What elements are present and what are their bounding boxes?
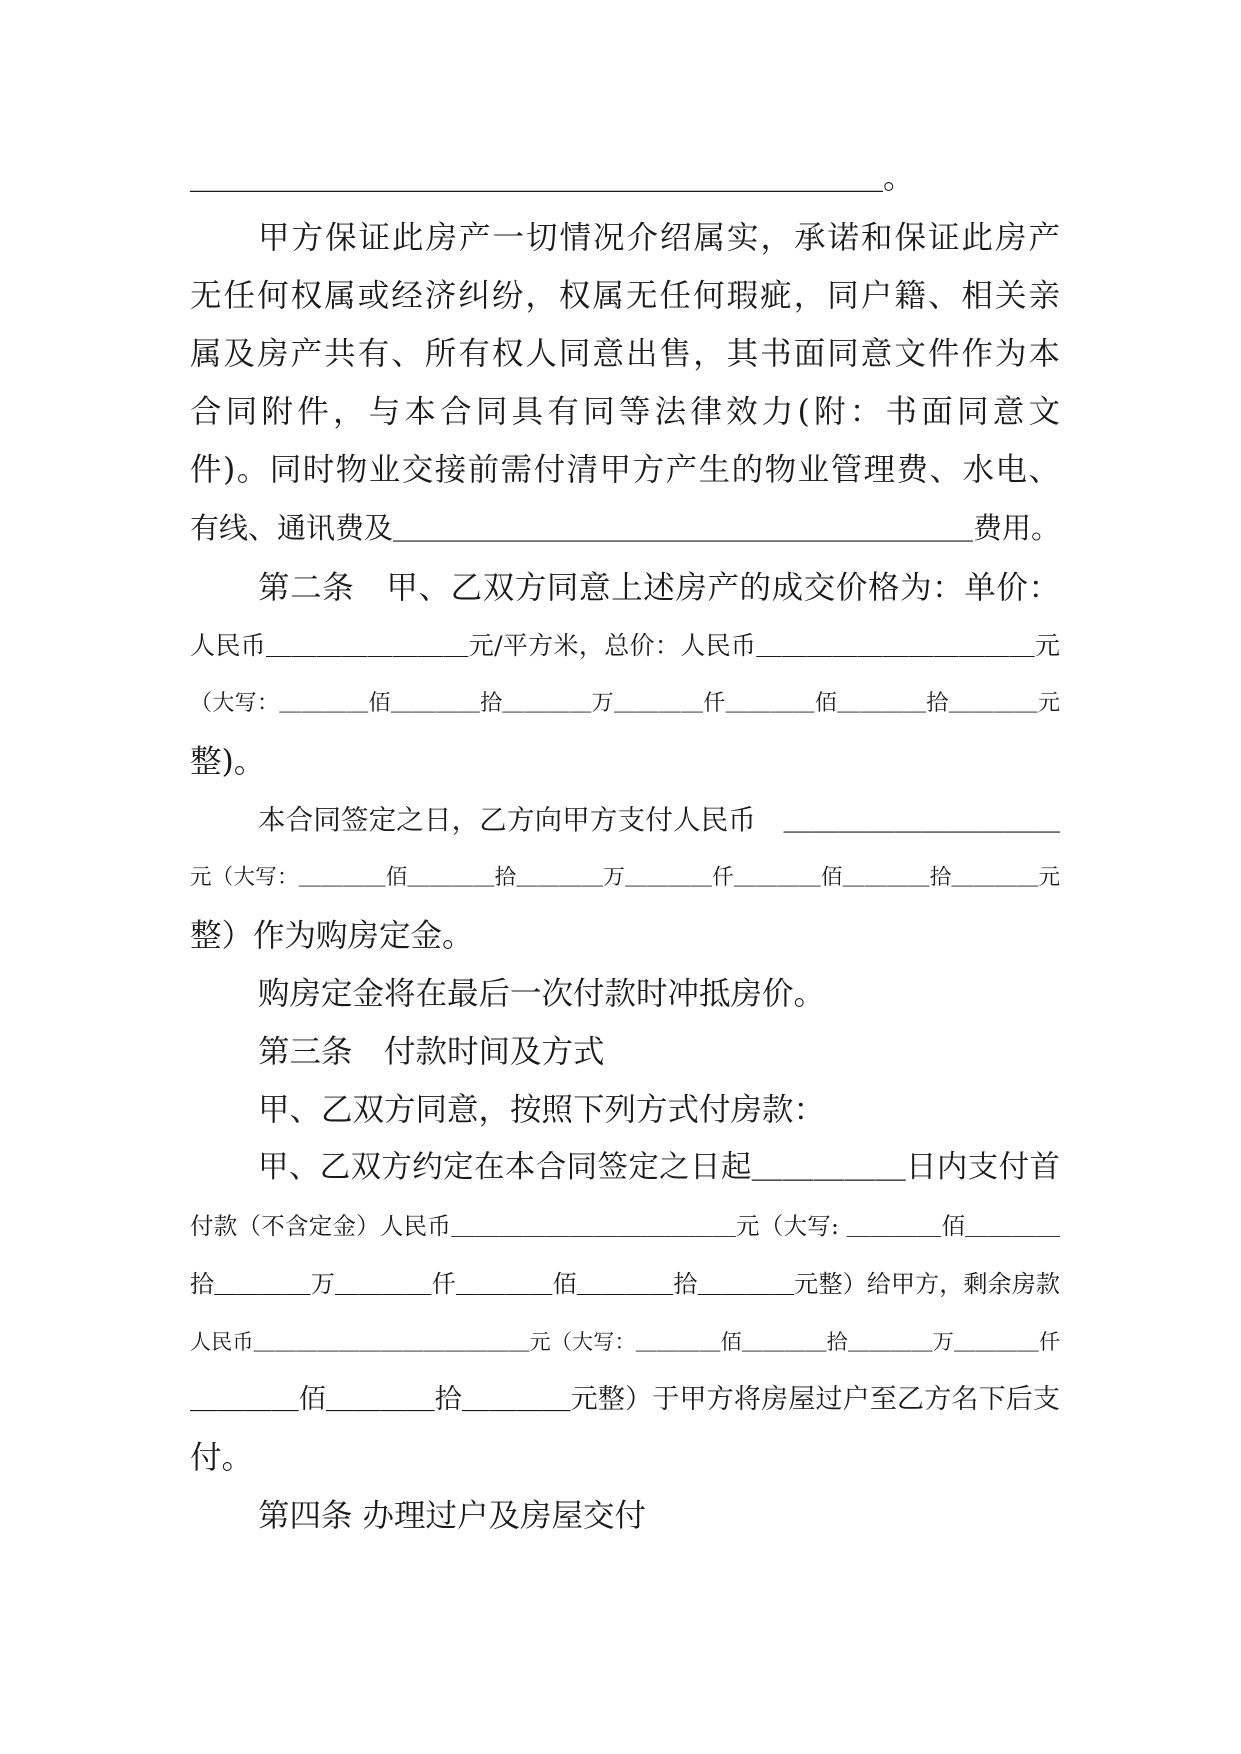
text-line: 甲方保证此房产一切情况介绍属实，承诺和保证此房产 bbox=[258, 220, 1060, 256]
text-line: （大写：＿＿＿＿佰＿＿＿＿拾＿＿＿＿万＿＿＿＿仟＿＿＿＿佰＿＿＿＿拾＿＿＿＿元 bbox=[190, 691, 1060, 716]
text-line: 本合同签定之日，乙方向甲方支付人民币 ＿＿＿＿＿＿＿＿＿＿ bbox=[258, 804, 1060, 836]
text-line: 付。 bbox=[190, 1440, 254, 1476]
text-line: 无任何权属或经济纠纷，权属无任何瑕疵，同户籍、相关亲 bbox=[190, 278, 1060, 314]
text-line: 甲、乙双方约定在本合同签定之日起＿＿＿＿＿日内支付首 bbox=[258, 1150, 1060, 1185]
text-line: 元（大写：＿＿＿＿佰＿＿＿＿拾＿＿＿＿万＿＿＿＿仟＿＿＿＿佰＿＿＿＿拾＿＿＿＿元 bbox=[190, 865, 1060, 890]
text-line-blank-end: ＿＿＿＿＿＿＿＿＿＿＿＿＿＿＿＿＿＿＿＿＿＿。 bbox=[190, 160, 915, 196]
text-line: 合同附件，与本合同具有同等法律效力(附：书面同意文 bbox=[190, 394, 1060, 430]
text-line: 甲、乙双方同意，按照下列方式付房款： bbox=[258, 1092, 826, 1128]
text-line: 整）作为购房定金。 bbox=[190, 918, 474, 954]
article-3-heading: 第三条 付款时间及方式 bbox=[258, 1034, 605, 1070]
text-line: 属及房产共有、所有权人同意出售，其书面同意文件作为本 bbox=[190, 336, 1060, 372]
text-line: 拾＿＿＿＿万＿＿＿＿仟＿＿＿＿佰＿＿＿＿拾＿＿＿＿元整）给甲方，剩余房款 bbox=[190, 1270, 1060, 1298]
text-line: 人民币＿＿＿＿＿＿＿＿元/平方米，总价：人民币＿＿＿＿＿＿＿＿＿＿＿元 bbox=[190, 631, 1060, 660]
text-line: 购房定金将在最后一次付款时冲抵房价。 bbox=[258, 976, 826, 1012]
text-line: ＿＿＿＿佰＿＿＿＿拾＿＿＿＿元整）于甲方将房屋过户至乙方名下后支 bbox=[190, 1384, 1060, 1415]
text-line: 整)。 bbox=[190, 744, 266, 780]
article-4-heading: 第四条 办理过户及房屋交付 bbox=[258, 1498, 647, 1534]
article-2-heading: 第二条 甲、乙双方同意上述房产的成交价格为：单价： bbox=[258, 570, 1060, 606]
text-line: 件)。同时物业交接前需付清甲方产生的物业管理费、水电、 bbox=[190, 452, 1060, 488]
text-line: 人民币＿＿＿＿＿＿＿＿＿＿＿＿＿元（大写：＿＿＿＿佰＿＿＿＿拾＿＿＿＿万＿＿＿＿仟 bbox=[190, 1330, 1060, 1354]
text-line: 有线、通讯费及＿＿＿＿＿＿＿＿＿＿＿＿＿＿＿＿＿＿＿＿费用。 bbox=[190, 511, 1061, 545]
text-line: 付款（不含定金）人民币＿＿＿＿＿＿＿＿＿＿＿＿元（大写: ＿＿＿＿佰＿＿＿＿ bbox=[190, 1212, 1060, 1240]
